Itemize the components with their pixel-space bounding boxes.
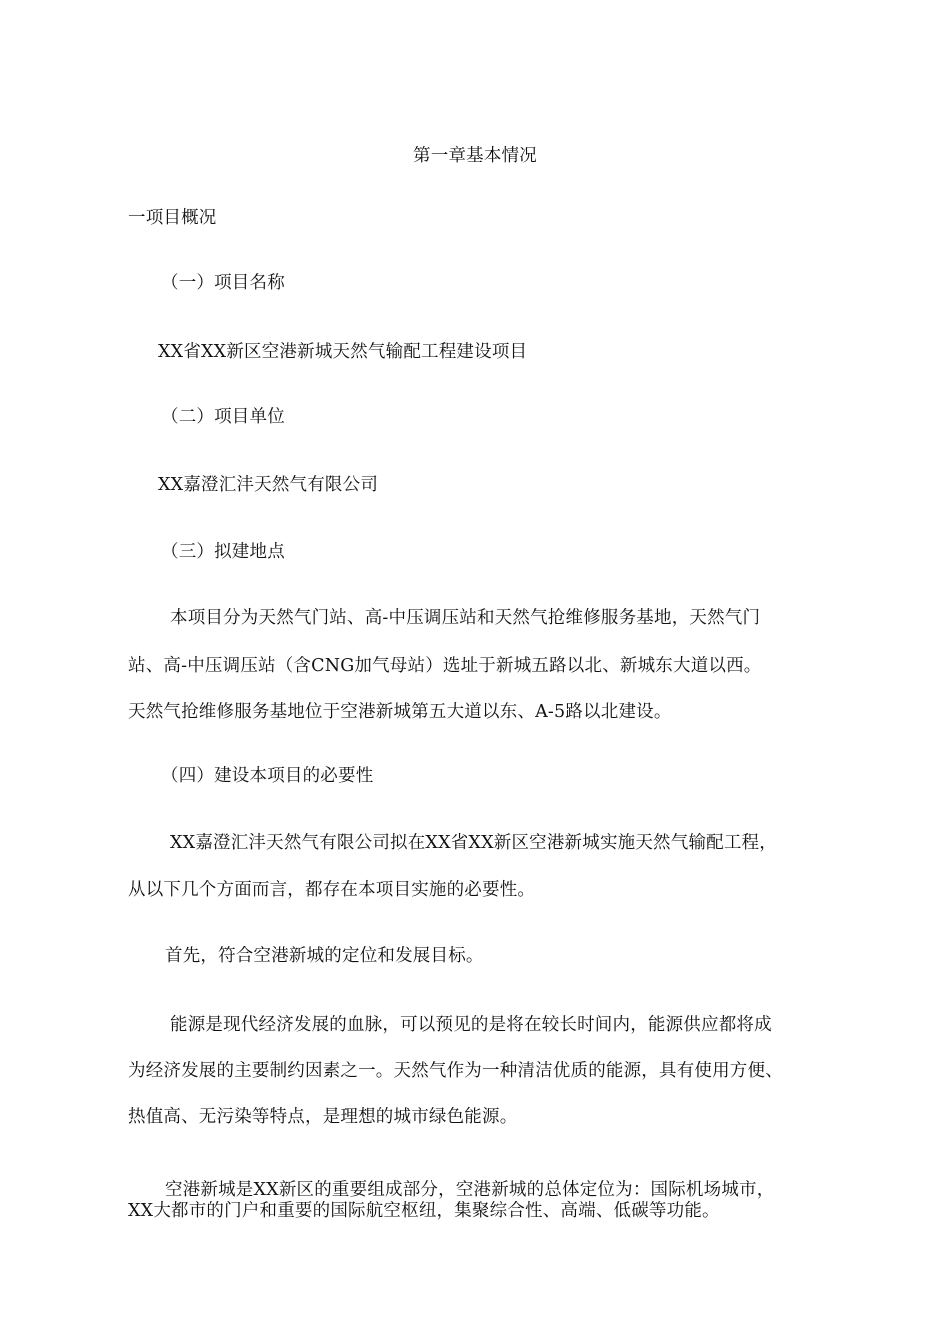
necessity-para-line: 空港新城是XX新区的重要组成部分，空港新城的总体定位为：国际机场城市， <box>165 1180 775 1200</box>
item-heading-project-unit: （二）项目单位 <box>161 407 285 427</box>
item-heading-necessity: （四）建设本项目的必要性 <box>161 766 374 786</box>
necessity-para-line: 能源是现代经济发展的血脉，可以预见的是将在较长时间内，能源供应都将成 <box>170 1015 772 1035</box>
necessity-para-line: 从以下几个方面而言，都存在本项目实施的必要性。 <box>128 880 536 900</box>
item-heading-project-name: （一）项目名称 <box>161 273 285 293</box>
necessity-para-line: 热值高、无污染等特点，是理想的城市绿色能源。 <box>128 1107 518 1127</box>
project-unit-text: XX嘉澄汇沣天然气有限公司 <box>158 475 379 495</box>
item-heading-location: （三）拟建地点 <box>161 542 285 562</box>
necessity-para-line: 为经济发展的主要制约因素之一。天然气作为一种清洁优质的能源，具有使用方便、 <box>128 1061 783 1081</box>
chapter-title: 第一章基本情况 <box>413 146 537 166</box>
location-text-line: 站、高-中压调压站（含CNG加气母站）选址于新城五路以北、新城东大道以西。 <box>128 656 762 676</box>
section-heading: 一项目概况 <box>128 208 217 228</box>
necessity-para-line: 首先，符合空港新城的定位和发展目标。 <box>165 946 484 966</box>
project-name-text: XX省XX新区空港新城天然气输配工程建设项目 <box>158 342 528 362</box>
necessity-para-line: XX大都市的门户和重要的国际航空枢纽，集聚综合性、高端、低碳等功能。 <box>128 1201 720 1221</box>
necessity-para-line: XX嘉澄汇沣天然气有限公司拟在XX省XX新区空港新城实施天然气输配工程， <box>170 833 777 853</box>
location-text-line: 本项目分为天然气门站、高-中压调压站和天然气抢维修服务基地，天然气门 <box>170 608 761 628</box>
location-text-line: 天然气抢维修服务基地位于空港新城第五大道以东、A-5路以北建设。 <box>128 702 672 722</box>
